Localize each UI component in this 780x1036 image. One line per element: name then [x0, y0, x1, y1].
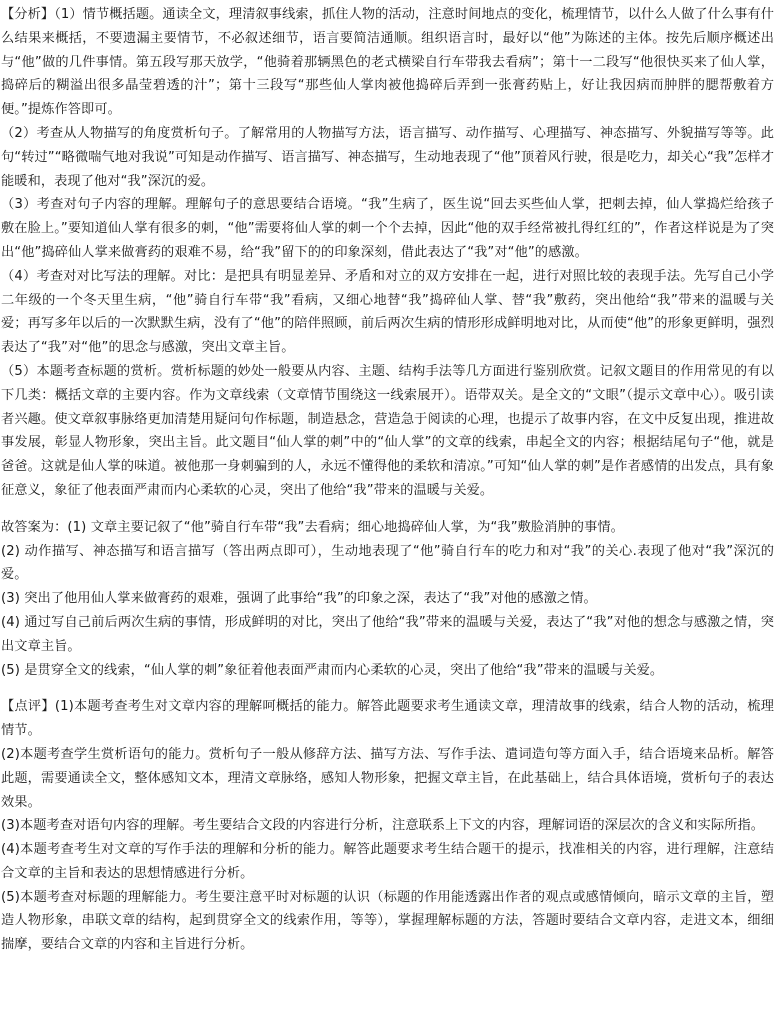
analysis-paragraph-5: （5）本题考查标题的赏析。赏析标题的妙处一般要从内容、主题、结构手法等几方面进行鉴别欣赏。记叙文题目的作用常见的有以下几类：概括文章的主要内容。作为文章线索（文章情节围绕这一线索展开）。语带双关。是全文的“文眼”（提示文章中心）。吸引读者兴趣。使文章叙事脉络更加清楚用疑问句作标题，制造悬念，营造急于阅读的心理，也提示了故事内容，在文中反复出现，推进故事发展，彰显人物形象，突出主旨。此文题目“仙人掌的刺”中的“仙人掌”的文章的线索，串起全文的内容；根据结尾句子“他，就是爸爸。这就是仙人掌的味道。被他那一身刺骗到的人，永远不懂得他的柔软和清凉。”可知“仙人掌的刺”是作者感情的出发点，具有象征意义，象征了他表面严肃而内心柔软的心灵，突出了他给“我”带来的温暖与关爱。	[1, 363, 774, 498]
answer-paragraph-3: (3) 突出了他用仙人掌来做膏药的艰难，强调了此事给“我”的印象之深，表达了“我”对他的感激之情。	[1, 591, 597, 607]
section-spacer	[1, 682, 774, 695]
answer-paragraph-4: (4) 通过写自己前后两次生病的事情，形成鲜明的对比，突出了他给“我”带来的温暖与关爱，表达了“我”对他的想念与感激之情，突出文章主旨。	[1, 614, 774, 654]
comment-paragraph-3: (3)本题考查对语句内容的理解。考生要结合文段的内容进行分析，注意联系上下文的内容，理解词语的深层次的含义和实际所指。	[1, 818, 765, 834]
answer-paragraph-2: (2) 动作描写、神态描写和语言描写（答出两点即可），生动地表现了“他”骑自行车的吃力和对“我”的关心.表现了他对“我”深沉的爱。	[1, 543, 774, 583]
analysis-paragraph-3: （3）考查对句子内容的理解。理解句子的意思要结合语境。“我”生病了，医生说“回去买些仙人掌，把刺去掉，仙人掌捣烂给孩子敷在脸上。”要知道仙人掌有很多的刺，“他”需要将仙人掌的刺一个个去掉，因此“他的双手经常被扎得红红的”，作者这样说是为了突出“他”捣碎仙人掌来做膏药的艰难不易，给“我”留下的的印象深刻，借此表达了“我”对“他”的感激。	[1, 197, 774, 260]
comment-section	[1, 695, 774, 957]
answer-paragraph-1: 故答案为：(1) 文章主要记叙了“他”骑自行车带“我”去看病；细心地捣碎仙人掌，为“我”敷脸消肿的事情。	[1, 519, 624, 535]
analysis-section	[1, 3, 774, 503]
comment-paragraph-1: 【点评】(1)本题考查考生对文章内容的理解呵概括的能力。解答此题要求考生通读文章，理清故事的线索，结合人物的活动，梳理情节。	[1, 699, 774, 739]
analysis-paragraph-1: 【分析】（1）情节概括题。通读全文，理清叙事线索，抓住人物的活动，注意时间地点的变化，梳理情节，以什么人做了什么事有什么结果来概括，不要遗漏主要情节，不必叙述细节，语言要简洁通顺。组织语言时，最好以“他”为陈述的主体。按先后顺序概述出与“他”做的几件事情。第五段写那天放学，“他骑着那辆黑色的老式横梁自行车带我去看病”；第十一二段写“他很快买来了仙人掌，捣碎后的糊溢出很多晶莹碧透的汁”；第十三段写“那些仙人掌肉被他捣碎后弄到一张膏药贴上，好让我因病而肿胖的腮帮敷着方便。”提炼作答即可。	[1, 7, 774, 118]
comment-paragraph-4: (4)本题考查考生对文章的写作手法的理解和分析的能力。解答此题要求考生结合题干的提示，找准相关的内容，进行理解，注意结合文章的主旨和表达的思想情感进行分析。	[1, 842, 774, 881]
analysis-paragraph-2: （2）考查从人物描写的角度赏析句子。了解常用的人物描写方法，语言描写、动作描写、心理描写、神态描写、外貌描写等等。此句“转过”“略微喘气地对我说”可知是动作描写、语言描写、神态描写，生动地表现了“他”顶着风行驶，很是吃力，却关心“我”怎样才能暖和，表现了他对“我”深沉的爱。	[1, 125, 774, 189]
comment-paragraph-5: (5)本题考查对标题的理解能力。考生要注意平时对标题的认识（标题的作用能透露出作者的观点或感情倾向，暗示文章的主旨，塑造人物形象，串联文章的结构，起到贯穿全文的线索作用，等等），掌握理解标题的方法，答题时要结合文章内容，走进文本，细细揣摩，要结合文章的内容和主旨进行分析。	[1, 889, 774, 953]
analysis-paragraph-4: （4）考查对对比写法的理解。对比：是把具有明显差异、矛盾和对立的双方安排在一起，进行对照比较的表现手法。先写自己小学二年级的一个冬天里生病，“他”骑自行车带“我”看病，又细心地替“我”捣碎仙人掌、替“我”敷药，突出他给“我”带来的温暖与关爱；再写多年以后的一次默默生病，没有了“他”的陪伴照顾，前后两次生病的情形形成鲜明地对比，从而使“他”的形象更鲜明，强烈表达了“我”对“他”的思念与感激，突出文章主旨。	[1, 268, 774, 356]
answer-paragraph-5: (5) 是贯穿全文的线索，“仙人掌的刺”象征着他表面严肃而内心柔软的心灵，突出了他给“我”带来的温暖与关爱。	[1, 662, 664, 678]
answer-section	[1, 516, 774, 683]
comment-paragraph-2: (2)本题考查学生赏析语句的能力。赏析句子一般从修辞方法、描写方法、写作手法、遣词造句等方面入手，结合语境来品析。解答此题，需要通读全文，整体感知文本，理清文章脉络，感知人物形象，把握文章主旨，在此基础上，结合具体语境，赏析句子的表达效果。	[1, 746, 774, 810]
section-spacer	[1, 503, 774, 516]
